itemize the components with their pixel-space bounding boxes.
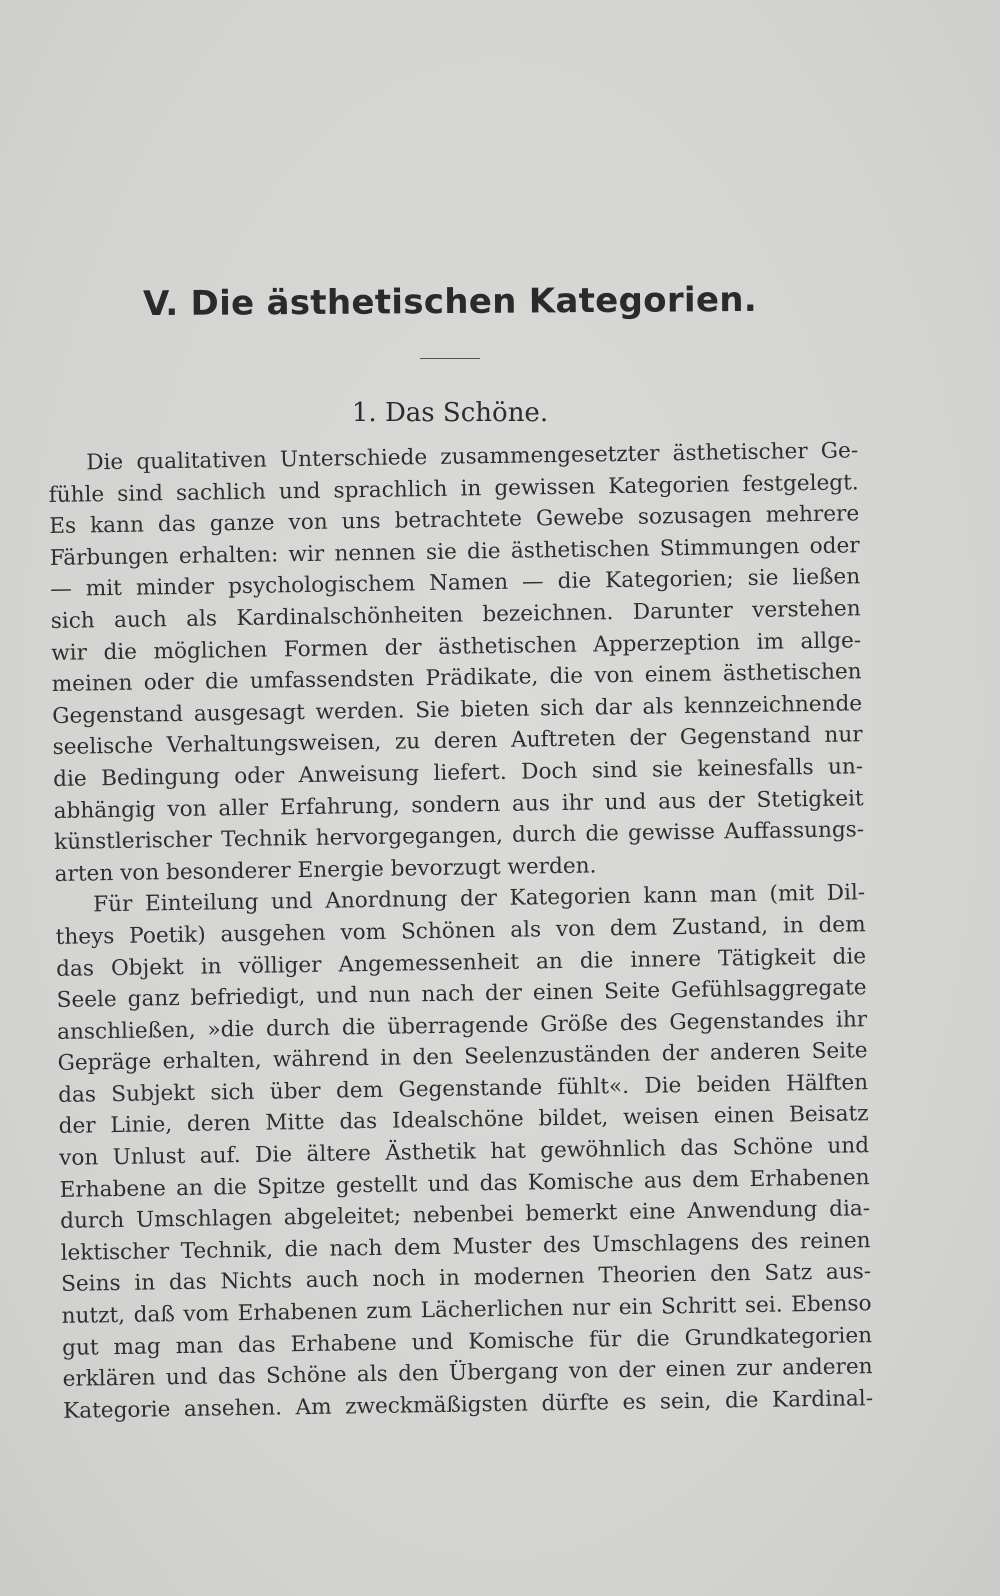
text-line: Gegenstand ausgesagt werden. Sie bieten sich dar als kennzeichnende	[52, 690, 863, 729]
text-line: der Linie, deren Mitte das Idealschöne bildet, weisen einen Beisatz	[58, 1101, 869, 1140]
text-line: sich auch als Kardinalschönheiten bezeichnen. Darunter verstehen	[50, 596, 861, 634]
text-line: Erhabene an die Spitze gestellt und das Komische aus dem Erhabenen	[59, 1164, 870, 1203]
text-line: Kategorie ansehen. Am zweckmäßigsten dürfte es sein, die Kardinal-	[62, 1385, 874, 1424]
text-line: theys Poetik) ausgehen vom Schönen als von dem Zustand, in dem	[55, 912, 866, 950]
text-line: anschließen, »die durch die überragende Größe des Gegenstandes ihr	[56, 1006, 868, 1045]
section-title: 1. Das Schöne.	[351, 398, 549, 428]
title-divider	[420, 358, 480, 359]
text-line: seelische Verhaltungsweisen, zu deren Auftreten der Gegenstand nur	[52, 722, 863, 761]
text-line: meinen oder die umfassendsten Prädikate, die von einem ästhetischen	[51, 659, 862, 698]
text-line: nutzt, daß vom Erhabenen zum Lächerlichen nur ein Schritt sei. Ebenso	[61, 1291, 872, 1329]
paragraph-2	[55, 878, 873, 1428]
text-line: durch Umschlagen abgeleitet; nebenbei bemerkt eine Anwendung dia-	[59, 1196, 871, 1235]
text-line: Seins in das Nichts auch noch in modernen Theorien den Satz aus-	[60, 1259, 872, 1298]
text-line: fühle sind sachlich und sprachlich in gewissen Kategorien festgelegt.	[48, 469, 859, 508]
body-text	[48, 435, 873, 1427]
text-line: — mit minder psychologischem Namen — die Kategorien; sie ließen	[50, 564, 861, 603]
text-line: lektischer Technik, die nach dem Muster des Umschlagens des reinen	[60, 1228, 871, 1266]
text-line: Seele ganz befriedigt, und nun nach der einen Seite Gefühlsaggregate	[56, 975, 867, 1014]
text-line: wir die möglichen Formen der ästhetischen Apperzeption im allge-	[51, 627, 862, 666]
text-line: künstlerischer Technik hervorgegangen, durch die gewisse Auffassungs-	[54, 817, 865, 856]
text-line: erklären und das Schöne als den Übergang von der einen zur anderen	[62, 1354, 873, 1393]
text-line: Die qualitativen Unterschiede zusammengesetzter ästhetischer Ge-	[86, 438, 859, 476]
text-line: Für Einteilung und Anordnung der Kategorien kann man (mit Dil-	[92, 880, 866, 918]
text-line: arten von besonderer Energie bevorzugt werden.	[54, 853, 597, 887]
text-line: das Objekt in völliger Angemessenheit an die innere Tätigkeit die	[55, 943, 867, 982]
text-line: gut mag man das Erhabene und Komische für die Grundkategorien	[61, 1322, 873, 1361]
text-line: abhängig von aller Erfahrung, sondern aus ihr und aus der Stetigkeit	[53, 785, 864, 824]
text-line: die Bedingung oder Anweisung liefert. Doch sind sie keinesfalls un-	[53, 754, 864, 792]
text-line: das Subjekt sich über dem Gegenstande fühlt«. Die beiden Hälften	[57, 1070, 869, 1108]
text-line: Färbungen erhalten: wir nennen sie die ästhetischen Stimmungen oder	[49, 533, 860, 571]
chapter-title: V. Die ästhetischen Kategorien.	[142, 279, 758, 325]
text-line: von Unlust auf. Die ältere Ästhetik hat gewöhnlich das Schöne und	[58, 1133, 870, 1171]
text-line: Gepräge erhalten, während in den Seelenzuständen der anderen Seite	[57, 1038, 868, 1077]
paragraph-1	[48, 435, 865, 890]
text-line: Es kann das ganze von uns betrachtete Gewebe sozusagen mehrere	[49, 501, 860, 540]
